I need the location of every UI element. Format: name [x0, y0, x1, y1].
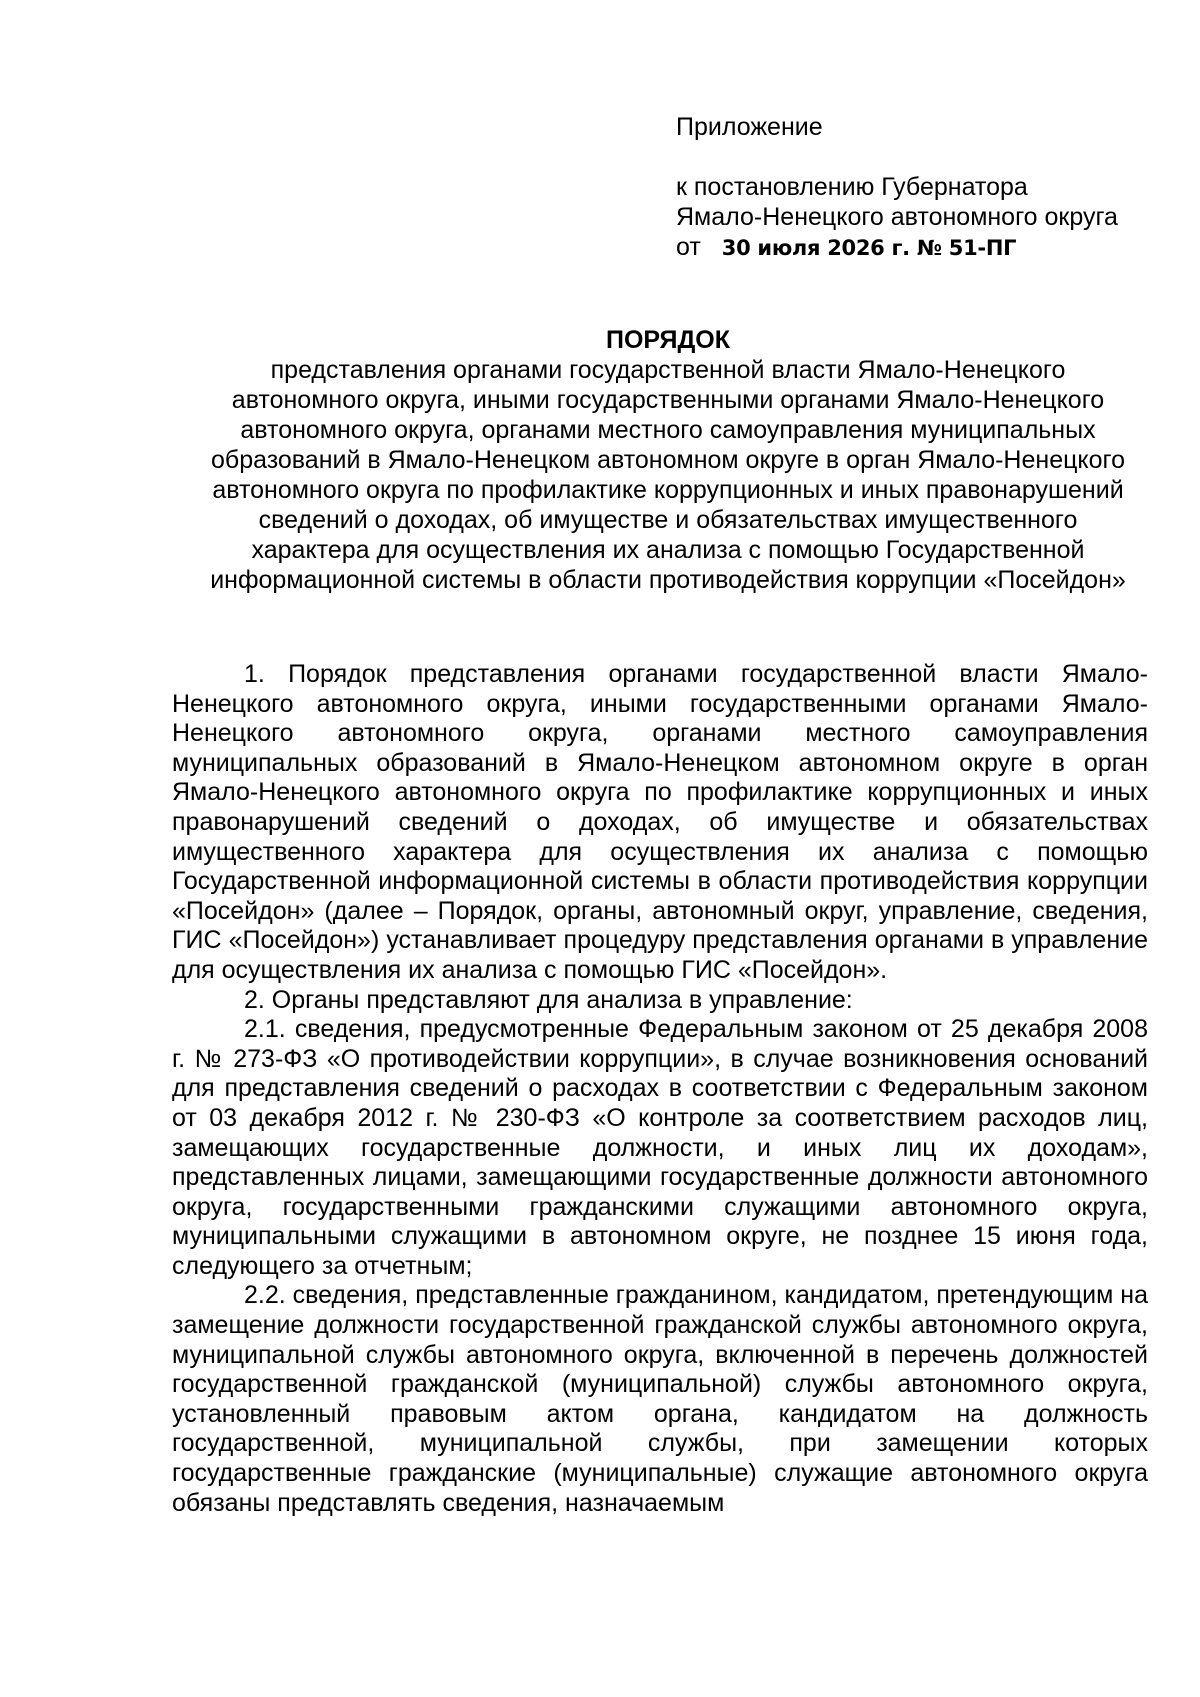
document-title: ПОРЯДОК: [606, 326, 730, 354]
title-line: представления органами государственной власти Ямало-Ненецкого: [270, 356, 1066, 384]
title-line: сведений о доходах, об имуществе и обязательствах имущественного: [258, 506, 1078, 534]
title-line: информационной системы в области противодействия коррупции «Посейдон»: [210, 566, 1126, 594]
document-body: [172, 660, 1148, 1518]
appendix-line-1: к постановлению Губернатора: [676, 173, 1028, 201]
appendix-line-2: Ямало-Ненецкого автономного округа: [676, 203, 1118, 231]
spacer: [676, 142, 1156, 172]
title-line: автономного округа, иными государственными органами Ямало-Ненецкого: [231, 386, 1105, 414]
appendix-header: [676, 112, 1156, 263]
document-title-block: [168, 325, 1168, 595]
appendix-date-line: [676, 232, 1156, 263]
paragraph-2-2: 2.2. сведения, представленные гражданином, кандидатом, претендующим на замещение должности государственной гражданской службы автономного округа, муниципальной службы автономного округа, включенной в перечень должностей государственной гражданской (муниципальной) службы автономного округа, установленный правовым актом органа, кандидатом на должность государственной, муниципальной службы, при замещении которых государственные гражданские (муниципальные) служащие автономного округа обязаны представлять сведения, назначаемым: [172, 1281, 1148, 1517]
title-line: автономного округа, органами местного самоуправления муниципальных: [240, 416, 1096, 444]
date-prefix: от: [676, 233, 701, 261]
title-line: характера для осуществления их анализа с помощью Государственной: [251, 536, 1085, 564]
paragraph-2-1: 2.1. сведения, предусмотренные Федеральным законом от 25 декабря 2008 г. № 273-ФЗ «О противодействии коррупции», в случае возникновения оснований для представления сведений о расходах в соответствии с Федеральным законом от 03 декабря 2012 г. № 230-ФЗ «О контроле за соответствием расходов лиц, замещающих государственные должности, и иных лиц их доходам», представленных лицами, замещающими государственные должности автономного округа, государственными гражданскими служащими автономного округа, муниципальными служащими в автономном округе, не позднее 15 июня года, следующего за отчетным;: [172, 1015, 1148, 1280]
title-line: образований в Ямало-Ненецком автономном округе в орган Ямало-Ненецкого: [210, 446, 1126, 474]
appendix-label: Приложение: [676, 113, 823, 141]
paragraph-2: 2. Органы представляют для анализа в управление:: [244, 985, 853, 1014]
title-line: автономного округа по профилактике коррупционных и иных правонарушений: [212, 476, 1124, 504]
decree-date-number: 30 июля 2026 г. № 51-ПГ: [721, 236, 1017, 260]
paragraph-1: 1. Порядок представления органами государственной власти Ямало-Ненецкого автономного округа, иными государственными органами Ямало-Ненецкого автономного округа, органами местного самоуправления муниципальных образований в Ямало-Ненецком автономном округе в орган Ямало-Ненецкого автономного округа по профилактике коррупционных и иных правонарушений сведений о доходах, об имуществе и обязательствах имущественного характера для осуществления их анализа с помощью Государственной информационной системы в области противодействия коррупции «Посейдон» (далее – Порядок, органы, автономный округ, управление, сведения, ГИС «Посейдон») устанавливает процедуру представления органами в управление для осуществления их анализа с помощью ГИС «Посейдон».: [172, 660, 1148, 984]
